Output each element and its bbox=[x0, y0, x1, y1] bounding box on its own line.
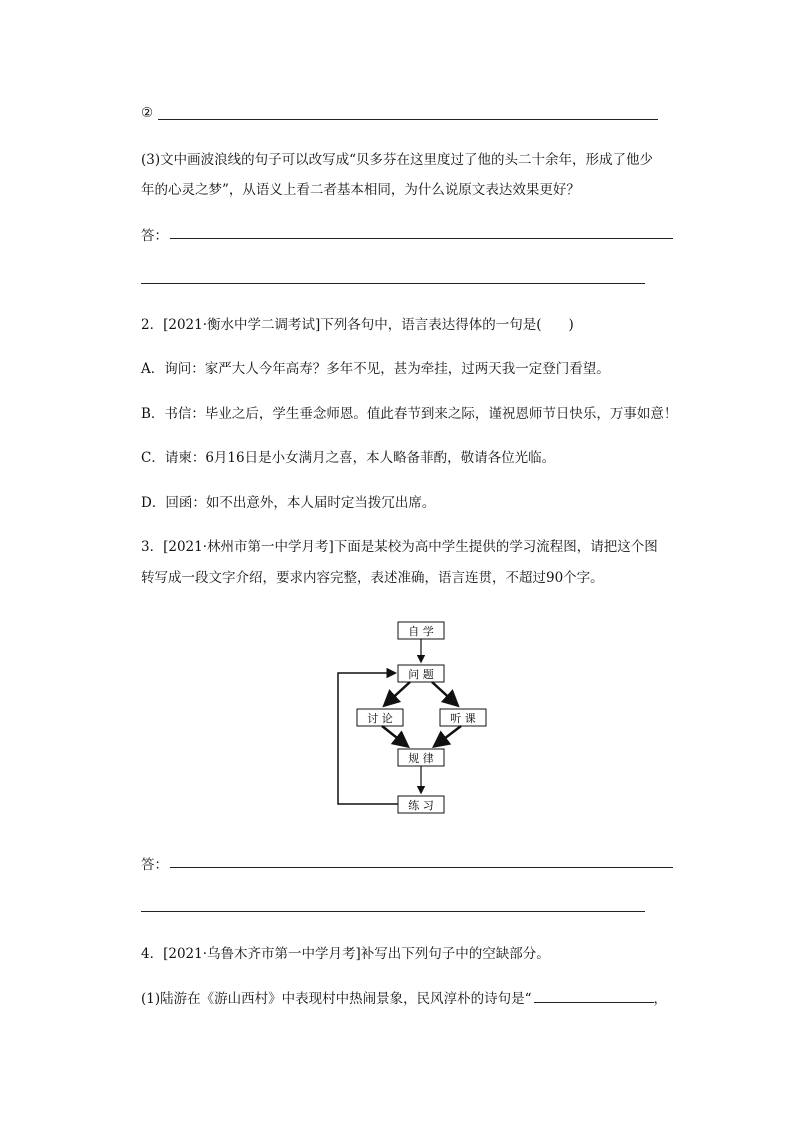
q2-option-a: A．询问：家严大人今年高寿？多年不见，甚为牵挂，过两天我一定登门看望。 bbox=[141, 361, 610, 377]
q4-sub1-suffix: ， bbox=[653, 991, 668, 1007]
flow-node-discussion bbox=[357, 709, 403, 726]
q3-answer-label: 答： bbox=[141, 228, 168, 244]
arrow-discussion-to-rules bbox=[382, 726, 406, 745]
q3b-answer-blank-1[interactable] bbox=[170, 867, 673, 868]
flow-label-self-study: 自 学 bbox=[408, 625, 434, 638]
q3-answer-blank-1[interactable] bbox=[170, 238, 673, 239]
arrow-questions-to-lecture bbox=[432, 682, 456, 704]
q3b-stem-line2: 转写成一段文字介绍，要求内容完整，表述准确，语言连贯，不超过90个字。 bbox=[141, 570, 604, 586]
q3-text-line2: 年的心灵之梦”，从语义上看二者基本相同，为什么说原文表达效果更好？ bbox=[141, 182, 580, 198]
answer-blank-circle2[interactable] bbox=[158, 119, 658, 120]
flow-node-self-study bbox=[398, 622, 444, 639]
flow-node-rules bbox=[398, 749, 444, 766]
q4-sub1 bbox=[141, 987, 667, 1007]
flow-label-discussion: 讨 论 bbox=[367, 712, 393, 725]
q2-option-b: B．书信：毕业之后，学生垂念师恩。值此春节到来之际，谨祝恩师节日快乐，万事如意！ bbox=[141, 406, 678, 422]
item-marker-circle2: ② bbox=[141, 105, 154, 121]
arrow-questions-to-discussion bbox=[386, 682, 410, 704]
q2-option-d: D．回函：如不出意外，本人届时定当拨冗出席。 bbox=[141, 495, 436, 511]
learning-flowchart bbox=[330, 615, 500, 820]
q3-answer-blank-2[interactable] bbox=[141, 283, 645, 284]
q4-stem: 4．[2021·乌鲁木齐市第一中学月考]补写出下列句子中的空缺部分。 bbox=[141, 946, 550, 962]
q3b-stem-line1: 3．[2021·林州市第一中学月考]下面是某校为高中学生提供的学习流程图，请把这个图 bbox=[141, 539, 658, 555]
q3b-answer-label: 答： bbox=[141, 857, 168, 873]
q4-sub1-blank[interactable] bbox=[534, 990, 654, 1003]
q2-option-c: C．请柬：6月16日是小女满月之喜，本人略备菲酌，敬请各位光临。 bbox=[141, 450, 556, 466]
q3b-answer-blank-2[interactable] bbox=[141, 911, 645, 912]
arrow-practice-loop-to-questions bbox=[338, 673, 398, 804]
flow-label-practice: 练 习 bbox=[408, 799, 434, 812]
q3-text-line1: (3)文中画波浪线的句子可以改写成“贝多芬在这里度过了他的头二十余年，形成了他少 bbox=[141, 152, 654, 168]
flow-label-rules: 规 律 bbox=[408, 752, 434, 765]
flow-node-lecture bbox=[440, 709, 486, 726]
q2-stem: 2．[2021·衡水中学二调考试]下列各句中，语言表达得体的一句是( ) bbox=[141, 317, 574, 333]
flow-node-practice bbox=[398, 796, 444, 813]
flow-node-questions bbox=[398, 665, 444, 682]
q4-sub1-prefix: (1)陆游在《游山西村》中表现村中热闹景象，民风淳朴的诗句是“ bbox=[141, 991, 532, 1007]
flow-label-lecture: 听 课 bbox=[450, 712, 476, 725]
flow-label-questions: 问 题 bbox=[408, 668, 434, 681]
arrow-lecture-to-rules bbox=[436, 726, 461, 745]
